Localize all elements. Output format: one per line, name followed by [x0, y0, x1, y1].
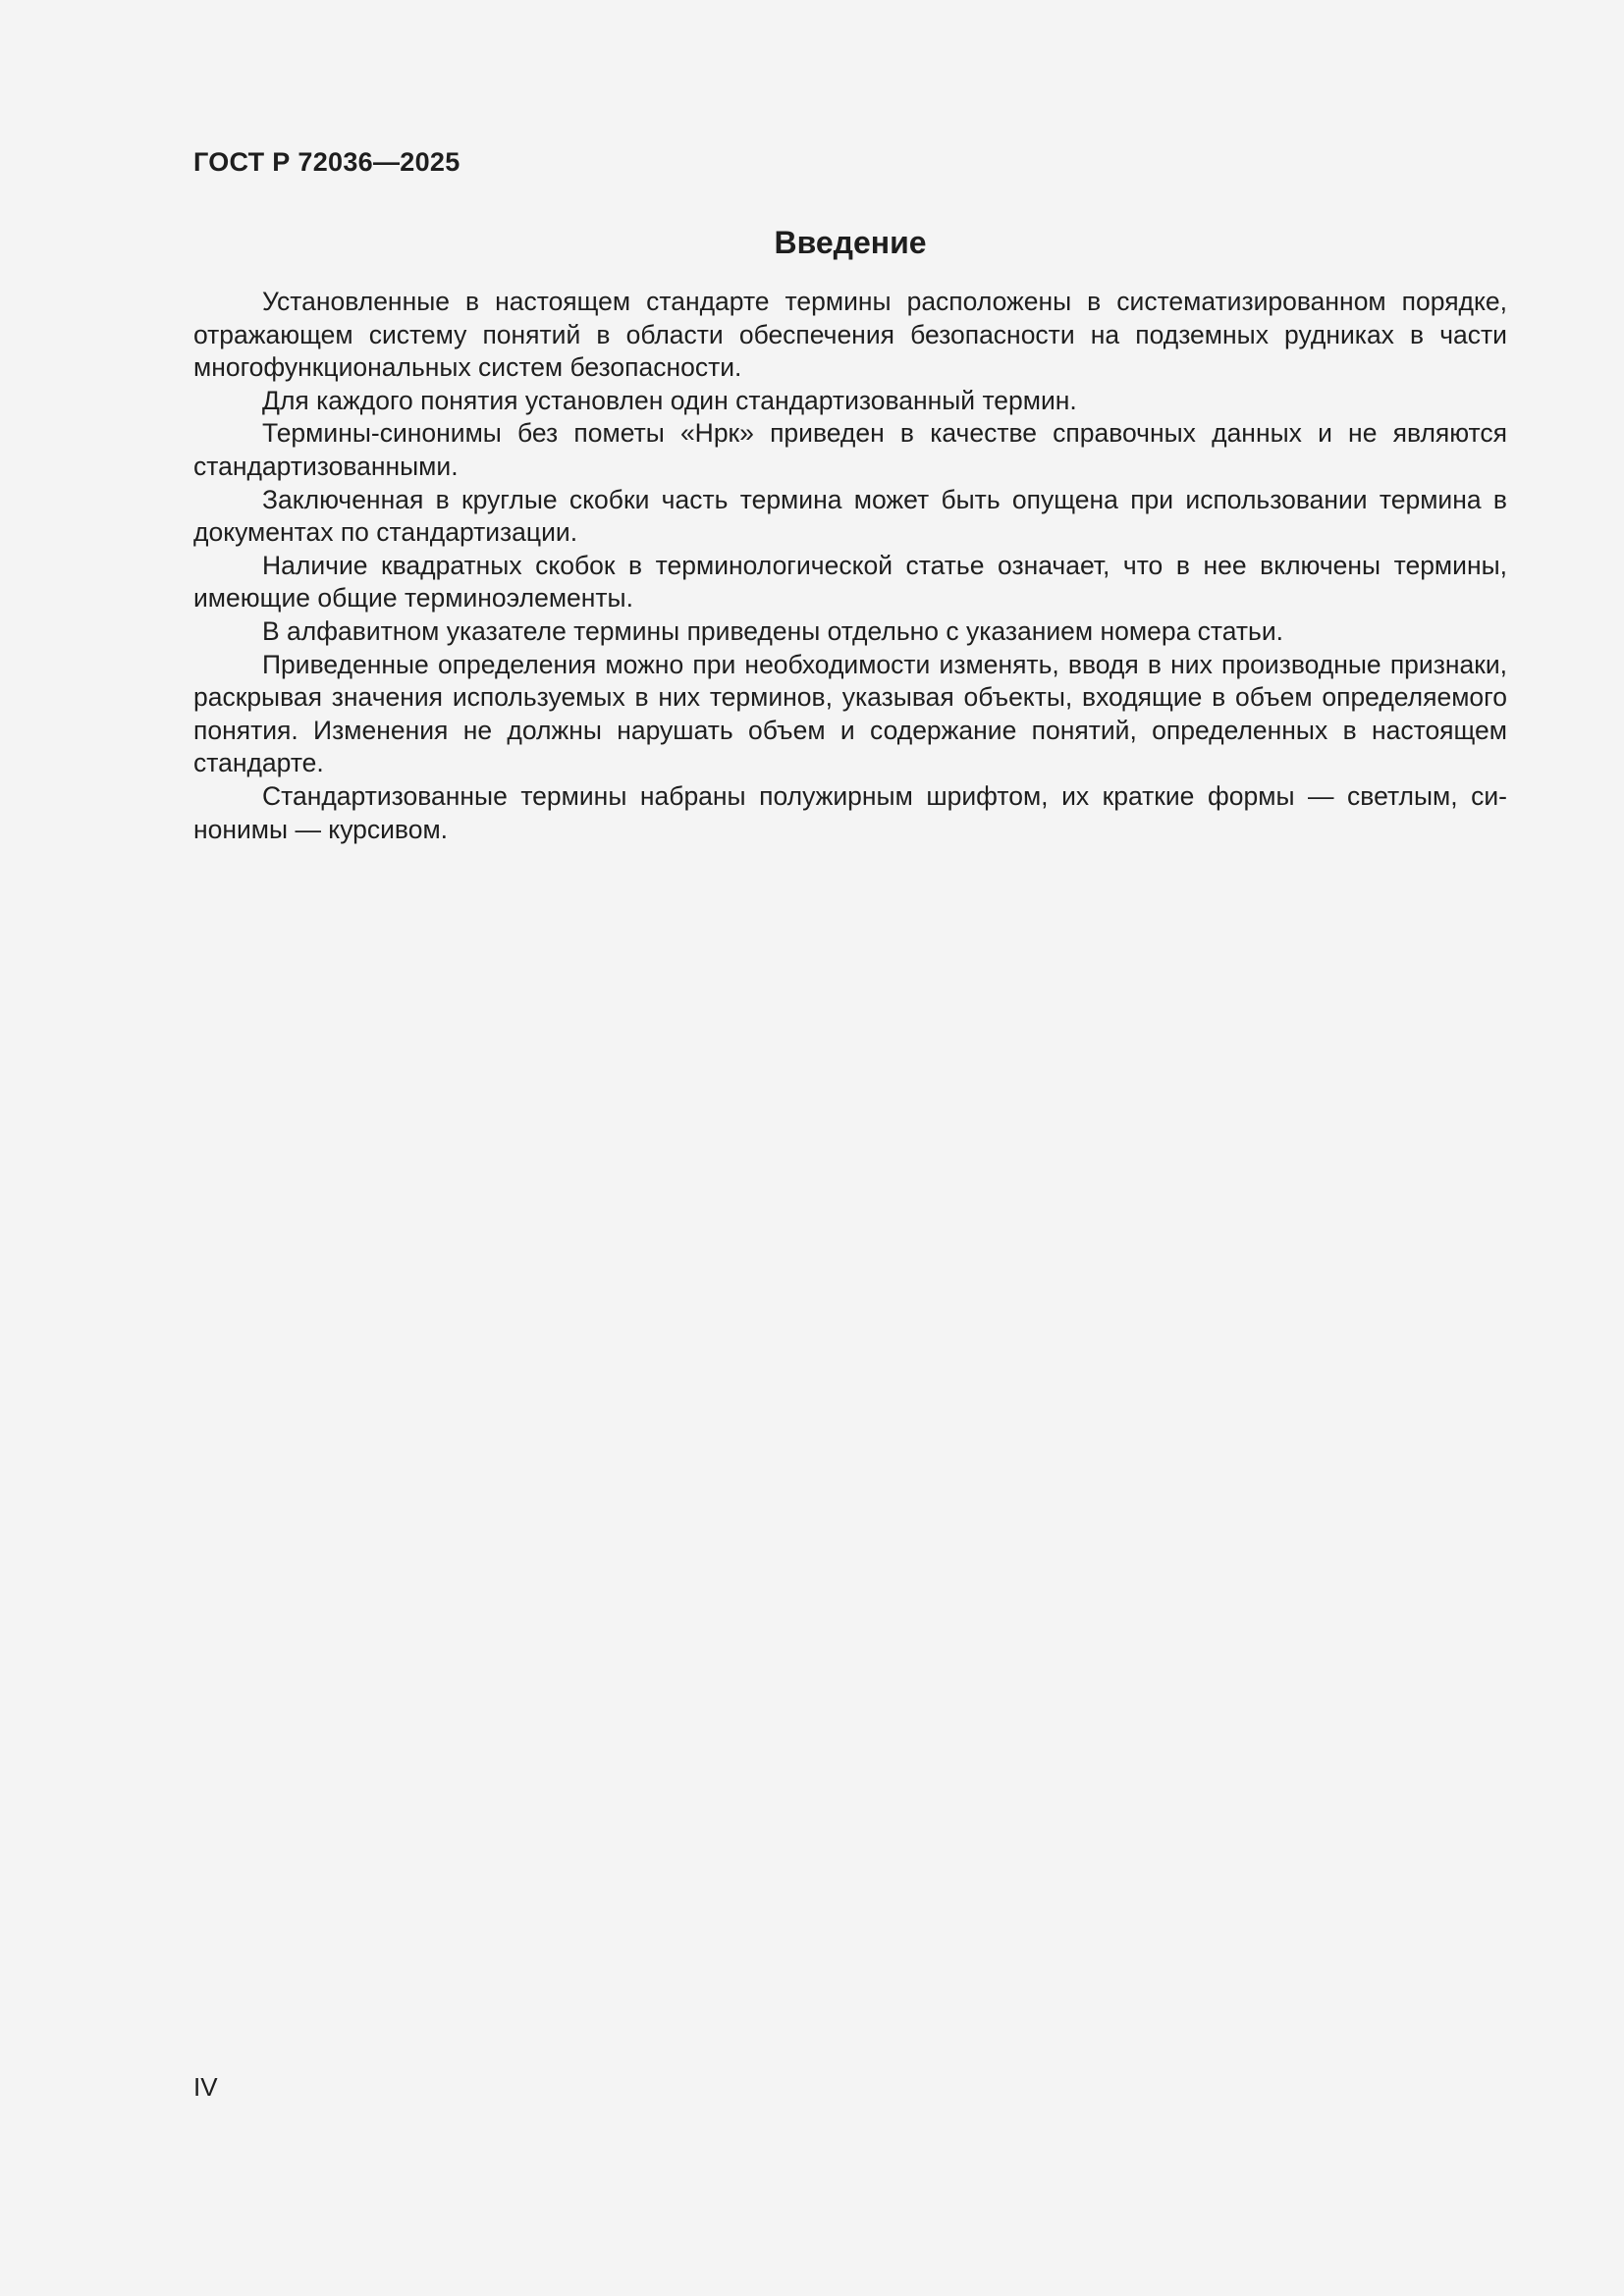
- paragraph: Наличие квадратных скобок в терминологической статье означает, что в нее включены термины, имеющие общие терминоэлементы.: [193, 550, 1507, 614]
- paragraph: В алфавитном указателе термины приведены отдельно с указанием номера статьи.: [262, 615, 1284, 646]
- paragraph: Термины-синонимы без пометы «Нрк» приведен в качестве справочных данных и не являются стандартизованными.: [193, 418, 1507, 481]
- section-body: [193, 286, 1507, 846]
- page-number: IV: [193, 2072, 218, 2102]
- section-title: Введение: [774, 225, 927, 260]
- paragraph: Установленные в настоящем стандарте термины расположены в систематизированном порядке, отражающем систему понятий в области обеспечения безопасности на подземных рудниках в части многофункциональных систем безопасности.: [193, 287, 1507, 383]
- document-code: ГОСТ Р 72036—2025: [193, 147, 460, 177]
- paragraph: Приведенные определения можно при необходимости изменять, вводя в них производные признаки, раскрывая значения используемых в них терминов, указывая объекты, входящие в объем определяемого понятия. Изменения не должны нарушать объем и содержание понятий, определенных в настоящем стандарте.: [193, 649, 1507, 778]
- paragraph: Заключенная в круглые скобки часть термина может быть опущена при использовании термина в документах по стандартизации.: [193, 484, 1507, 548]
- paragraph: Стандартизованные термины набраны полужирным шрифтом, их краткие формы — светлым, синонимы — курсивом.: [193, 780, 1507, 844]
- paragraph: Для каждого понятия установлен один стандартизованный термин.: [262, 385, 1077, 415]
